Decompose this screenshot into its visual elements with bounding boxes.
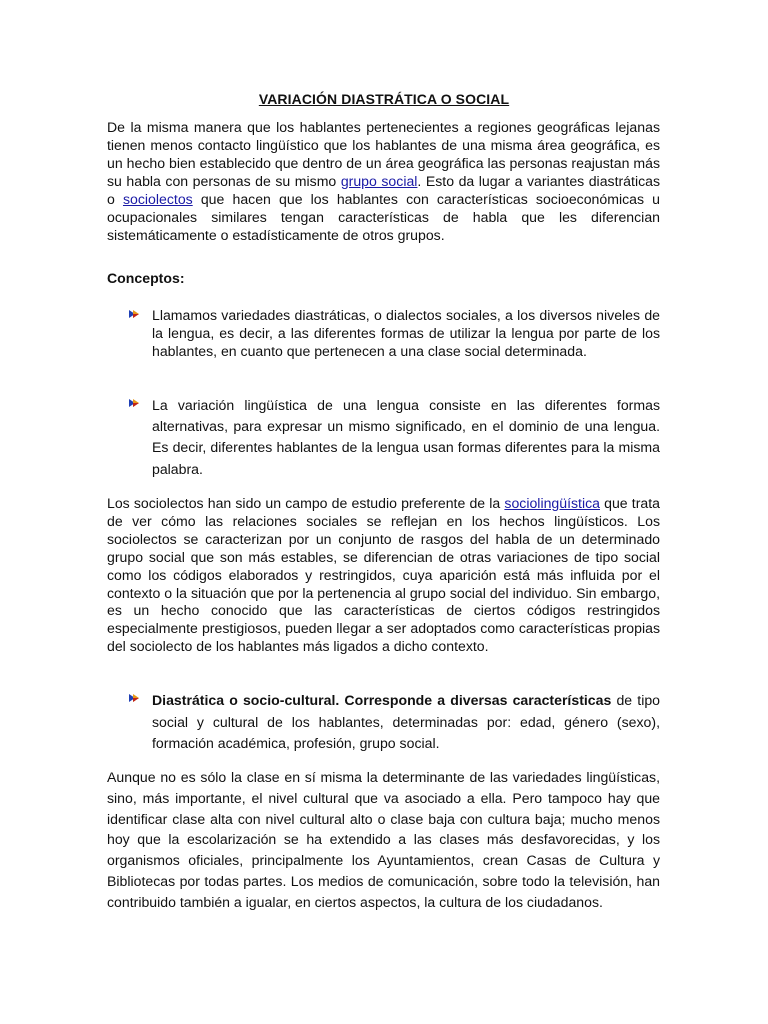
bullet-text: La variación lingüística de una lengua consiste en las diferentes formas alternativas, para expresar un mismo significado, en el dominio de una lengua. Es decir, diferentes hablantes de la lengua usan formas diferentes para la misma palabra.	[152, 397, 660, 477]
sociolects-text-1: Los sociolectos han sido un campo de estudio preferente de la	[107, 495, 505, 511]
link-grupo-social[interactable]: grupo social	[340, 173, 418, 189]
document-title: VARIACIÓN DIASTRÁTICA O SOCIAL	[258, 91, 510, 107]
sociolects-paragraph	[107, 495, 660, 656]
concepts-heading: Conceptos:	[107, 270, 185, 286]
link-sociolinguistica[interactable]: sociolingüística	[504, 495, 600, 511]
bullet-item-1	[152, 306, 660, 361]
arrow-bullet-icon	[128, 692, 140, 704]
intro-text-2: . Esto da lugar a variantes diastráticas o	[107, 173, 661, 207]
arrow-bullet-icon	[128, 397, 140, 409]
bullet-text: de tipo social y cultural de los hablantes, determinadas por: edad, género (sexo), formación académica, profesión, grupo social.	[152, 692, 661, 751]
sociolects-text-2: que trata de ver cómo las relaciones sociales se reflejan en los hechos lingüísticos. Los sociolectos se caracterizan por un conjunto de rasgos del habla de un determinado grupo social que son más estables, se diferencian de otras variaciones de tipo social como los códigos elaborados y restringidos, cuya aparición está más influida por el contexto o la situación que por la pertenencia al grupo social del individuo. Sin embargo, es un hecho conocido que las características de ciertos códigos restringidos especialmente prestigiosos, pueden llegar a ser adoptados como características propias del sociolecto de los hablantes más ligados a dicho contexto.	[107, 495, 660, 655]
bullet-item-2	[152, 395, 660, 480]
intro-text-3: que hacen que los hablantes con características socioeconómicas u ocupacionales similares tengan características de habla que les diferencian sistemáticamente o estadísticamente de otros grupos.	[107, 191, 660, 243]
bullet-item-3	[152, 690, 660, 755]
link-sociolectos[interactable]: sociolectos	[122, 191, 193, 207]
intro-paragraph	[107, 118, 660, 244]
arrow-bullet-icon	[128, 308, 140, 320]
final-paragraph: Aunque no es sólo la clase en sí misma la determinante de las variedades lingüísticas, sino, más importante, el nivel cultural que va asociado a ella. Pero tampoco hay que identificar clase alta con nivel cultural alto o clase baja con cultura baja; mucho menos hoy que la escolarización se ha extendido a las clases más desfavorecidas, y los organismos oficiales, principalmente los Ayuntamientos, crean Casas de Cultura y Bibliotecas por todas partes. Los medios de comunicación, sobre todo la televisión, han contribuido también a igualar, en ciertos aspectos, la cultura de los ciudadanos.	[107, 769, 660, 910]
bullet-bold-text: Diastrática o socio-cultural. Corresponde a diversas características	[152, 692, 612, 708]
intro-text-1: De la misma manera que los hablantes pertenecientes a regiones geográficas lejanas tienen menos contacto lingüístico que los hablantes de una misma área geográfica, es un hecho bien establecido que dentro de un área geográfica las personas reajustan más su habla con personas de su mismo	[107, 119, 660, 189]
bullet-text: Llamamos variedades diastráticas, o dialectos sociales, a los diversos niveles de la lengua, es decir, a las diferentes formas de utilizar la lengua por parte de los hablantes, en cuanto que pertenecen a una clase social determinada.	[152, 307, 660, 360]
